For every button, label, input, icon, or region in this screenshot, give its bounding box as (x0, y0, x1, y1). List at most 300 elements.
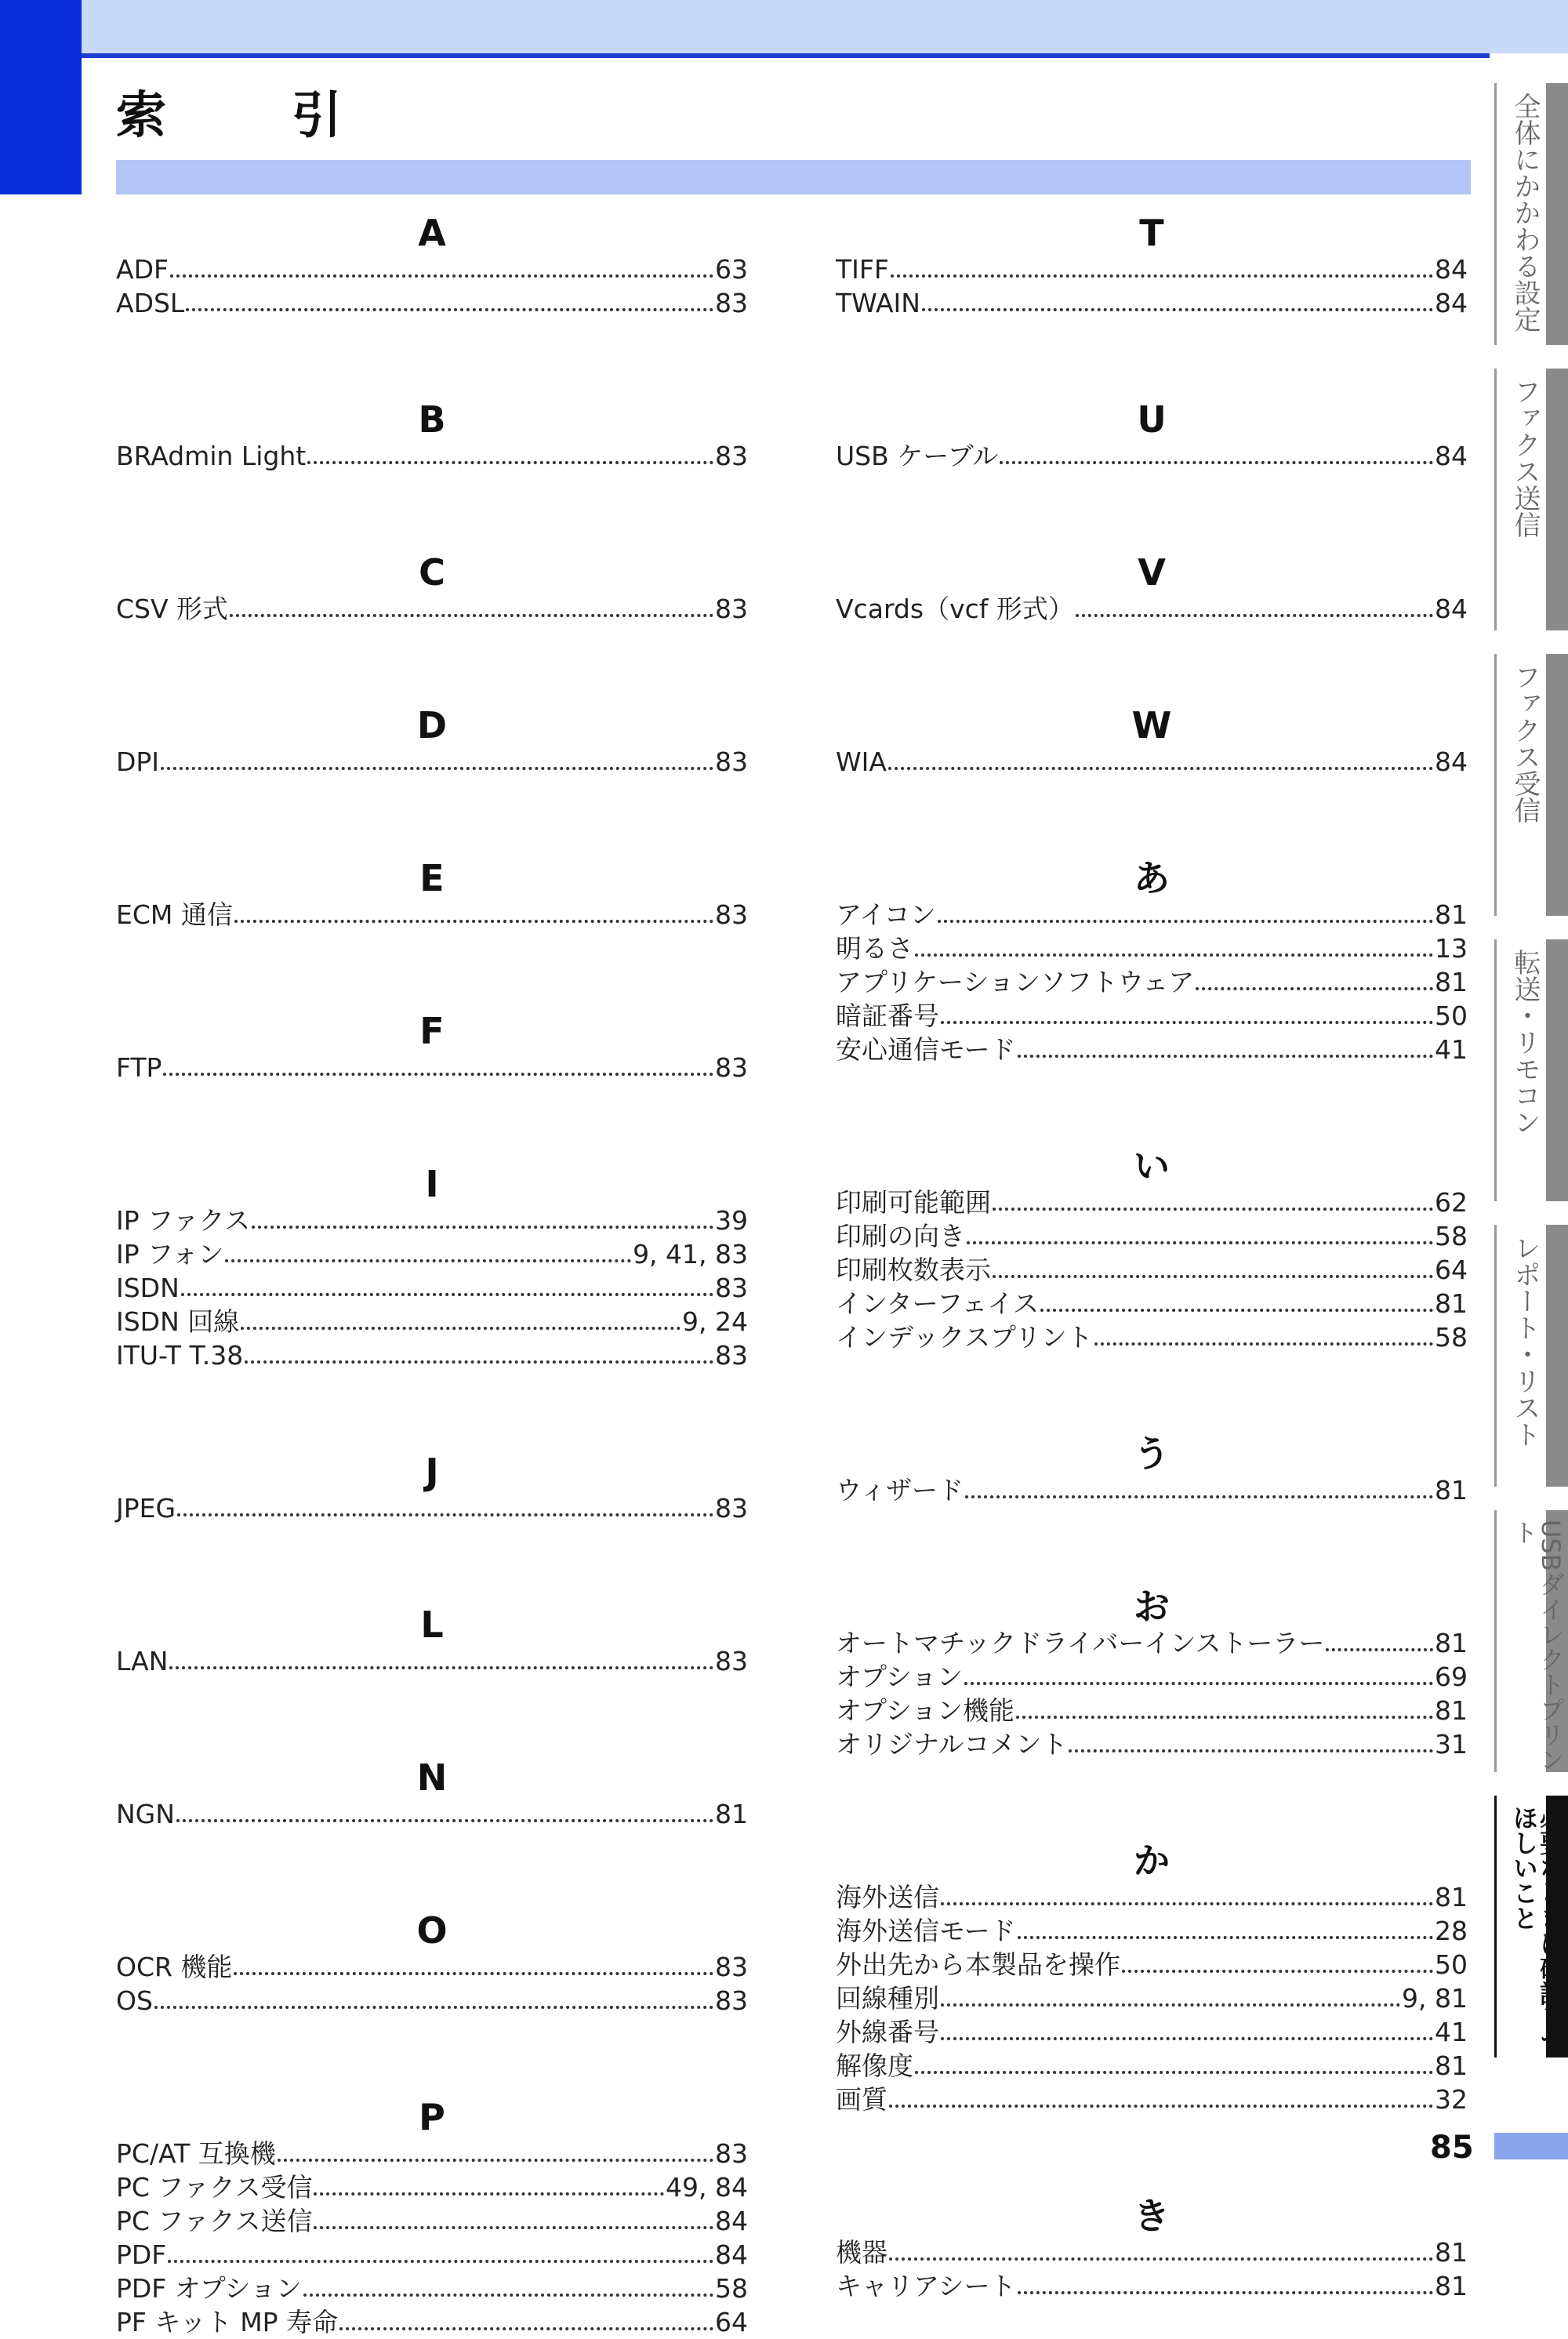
side-tab-4[interactable] (1494, 1225, 1568, 1487)
index-entry[interactable] (116, 1491, 748, 1525)
entry-page-ref: 81 (1435, 967, 1468, 997)
entry-term: Vcards（vcf 形式） (836, 594, 1074, 624)
dot-leader (889, 2257, 1433, 2261)
entry-page-ref: 62 (1435, 1187, 1468, 1218)
entry-page-ref: 83 (715, 288, 748, 318)
index-entry[interactable] (116, 2238, 748, 2272)
entry-page-ref: 83 (715, 1340, 748, 1371)
section-heading: C (419, 551, 445, 594)
index-entry[interactable] (116, 252, 748, 286)
index-entry[interactable] (116, 1305, 748, 1338)
index-section (116, 2080, 748, 2339)
section-gap (116, 320, 748, 383)
side-tab-0[interactable] (1494, 83, 1568, 345)
entry-term: PF キット MP 寿命 (116, 2307, 339, 2337)
dot-leader (1018, 2291, 1433, 2294)
section-gap (116, 1084, 748, 1147)
entry-page-ref: 81 (1435, 1628, 1468, 1658)
section-heading: F (419, 1010, 445, 1052)
dot-leader (1076, 614, 1433, 617)
entry-page-ref: 69 (1435, 1662, 1468, 1692)
section-heading: B (418, 398, 446, 441)
entry-page-ref: 83 (715, 1493, 748, 1524)
entry-term: ADSL (116, 288, 185, 318)
index-entry[interactable] (836, 1626, 1468, 1660)
entry-page-ref: 83 (715, 441, 748, 471)
dot-leader (168, 2260, 713, 2263)
entry-term: 海外送信 (836, 1882, 939, 1912)
section-gap (116, 932, 748, 994)
index-section (116, 1147, 748, 1372)
entry-page-ref: 83 (715, 1985, 748, 2016)
page-number: 85 (1430, 2130, 1474, 2166)
entry-page-ref: 64 (715, 2307, 748, 2337)
entry-page-ref: 83 (715, 2138, 748, 2169)
entry-page-ref: 58 (715, 2273, 748, 2304)
side-tab-bar (1546, 939, 1568, 1201)
index-entry[interactable] (116, 2272, 748, 2305)
entry-page-ref: 63 (715, 254, 748, 285)
dot-leader (307, 461, 713, 464)
index-entry[interactable] (116, 2204, 748, 2238)
index-section (836, 1417, 1468, 1507)
index-section (836, 196, 1468, 320)
entry-term: 明るさ (836, 933, 913, 964)
index-entry[interactable] (836, 745, 1468, 779)
dot-leader (1018, 1936, 1433, 1939)
page-title: 索 引 (116, 87, 379, 145)
index-entry[interactable] (836, 1473, 1468, 1507)
entry-term: 機器 (836, 2237, 887, 2268)
section-gap (116, 473, 748, 536)
index-section (836, 1570, 1468, 1761)
entry-term: NGN (116, 1799, 175, 1829)
index-entry[interactable] (836, 1253, 1468, 1287)
section-gap (116, 1372, 748, 1435)
index-entry[interactable] (836, 1660, 1468, 1694)
entry-term: オートマチックドライバーインストーラー (836, 1628, 1325, 1658)
side-tab-bar (1546, 83, 1568, 345)
entry-term: CSV 形式 (116, 594, 229, 624)
index-section (116, 536, 748, 626)
side-tab-5[interactable] (1494, 1510, 1568, 1772)
index-entry[interactable] (116, 898, 748, 932)
dot-leader (1040, 1309, 1433, 1312)
side-tab-3[interactable] (1494, 939, 1568, 1201)
entry-term: IP フォン (116, 1239, 224, 1269)
section-heading: L (420, 1604, 444, 1646)
section-heading: V (1138, 551, 1166, 594)
entry-page-ref: 84 (1435, 594, 1468, 624)
entry-term: PDF オプション (116, 2273, 302, 2304)
entry-term: オプション (836, 1662, 964, 1692)
entry-page-ref: 81 (1435, 1475, 1468, 1505)
dot-leader (1094, 1342, 1433, 1346)
entry-page-ref: 49, 84 (666, 2172, 748, 2203)
dot-leader (941, 2003, 1400, 2007)
entry-page-ref: 84 (1435, 441, 1468, 471)
entry-page-ref: 84 (1435, 254, 1468, 285)
section-gap (836, 626, 1468, 688)
index-entry[interactable] (836, 1727, 1468, 1761)
dot-leader (186, 308, 713, 311)
index-entry[interactable] (116, 2170, 748, 2204)
dot-leader (941, 1021, 1433, 1024)
entry-page-ref: 81 (1435, 1288, 1468, 1319)
entry-page-ref: 83 (715, 746, 748, 777)
dot-leader (241, 1327, 681, 1330)
entry-page-ref: 83 (715, 899, 748, 930)
entry-term: 印刷枚数表示 (836, 1255, 991, 1285)
section-gap (836, 779, 1468, 841)
section-heading: T (1139, 212, 1164, 254)
side-tab-label: レポート・リスト (1509, 1234, 1541, 1447)
dot-leader (161, 767, 713, 770)
index-entry[interactable] (116, 1237, 748, 1271)
entry-page-ref: 39 (715, 1205, 748, 1236)
dot-leader (234, 1972, 713, 1975)
index-section (116, 1588, 748, 1678)
side-tab-bar (1546, 1225, 1568, 1487)
entry-term: OS (116, 1985, 153, 2016)
entry-page-ref: 84 (1435, 746, 1468, 777)
index-section (116, 196, 748, 320)
dot-leader (278, 2159, 713, 2162)
index-section (116, 1894, 748, 2018)
index-entry[interactable] (116, 1338, 748, 1372)
index-entry[interactable] (836, 439, 1468, 473)
entry-term: IP ファクス (116, 1205, 251, 1236)
entry-term: 外出先から本製品を操作 (836, 1949, 1120, 1980)
section-gap (836, 1354, 1468, 1417)
dot-leader (314, 2192, 664, 2196)
header-rule (78, 53, 1490, 58)
side-tab-bar (1546, 654, 1568, 916)
side-tab-label: 転送・リモコン (1509, 949, 1541, 1135)
section-gap (836, 1066, 1468, 1129)
entry-page-ref: 13 (1435, 933, 1468, 964)
section-gap (836, 1761, 1468, 1824)
entry-term: PDF (116, 2239, 167, 2270)
dot-leader (170, 274, 713, 278)
entry-term: LAN (116, 1646, 169, 1676)
entry-term: 回線種別 (836, 1983, 939, 2014)
entry-page-ref: 9, 41, 83 (633, 1239, 748, 1269)
entry-page-ref: 64 (1435, 1255, 1468, 1285)
entry-term: ADF (116, 254, 169, 285)
entry-page-ref: 81 (1435, 1695, 1468, 1726)
index-section (116, 994, 748, 1084)
entry-term: オプション機能 (836, 1695, 1015, 1726)
section-heading: あ (1134, 857, 1170, 899)
index-entry[interactable] (836, 286, 1468, 320)
entry-term: PC ファクス受信 (116, 2172, 313, 2203)
dot-leader (967, 1241, 1433, 1244)
index-entry[interactable] (116, 1797, 748, 1831)
dot-leader (993, 1208, 1433, 1211)
header-band (0, 0, 1568, 53)
entry-term: PC ファクス送信 (116, 2206, 313, 2236)
index-entry[interactable] (836, 1287, 1468, 1320)
index-entry[interactable] (836, 1981, 1468, 2015)
entry-term: アイコン (836, 899, 936, 930)
index-entry[interactable] (836, 1219, 1468, 1253)
index-section (836, 1824, 1468, 2116)
entry-page-ref: 84 (715, 2206, 748, 2236)
side-tab-label: 必要なときに確認してほしいこと (1509, 1805, 1566, 2056)
entry-term: TWAIN (836, 288, 920, 318)
entry-term: キャリアシート (836, 2271, 1016, 2301)
entry-term: インターフェイス (836, 1288, 1040, 1319)
index-section (116, 1741, 748, 1831)
section-gap (116, 1831, 748, 1894)
entry-page-ref: 81 (715, 1799, 748, 1829)
section-heading: I (425, 1163, 439, 1205)
entry-page-ref: 31 (1435, 1729, 1468, 1760)
entry-term: DPI (116, 746, 160, 777)
dot-leader (941, 1902, 1433, 1905)
dot-leader (303, 2294, 713, 2297)
dot-leader (169, 1666, 713, 1669)
index-entry[interactable] (836, 592, 1468, 626)
entry-term: オリジナルコメント (836, 1729, 1068, 1760)
entry-page-ref: 58 (1435, 1322, 1468, 1353)
index-section (836, 2179, 1468, 2303)
entry-term: FTP (116, 1052, 162, 1083)
dot-leader (176, 1819, 713, 1822)
entry-term: ISDN (116, 1273, 180, 1303)
index-entry[interactable] (116, 286, 748, 320)
entry-term: インデックスプリント (836, 1322, 1093, 1353)
entry-term: PC/AT 互換機 (116, 2138, 276, 2169)
index-section (116, 1435, 748, 1525)
index-column-left (116, 196, 748, 2339)
index-entry[interactable] (116, 1644, 748, 1678)
entry-term: 印刷の向き (836, 1221, 965, 1251)
side-tab-1[interactable] (1494, 369, 1568, 630)
index-section (116, 383, 748, 473)
dot-leader (941, 2037, 1433, 2040)
dot-leader (1196, 987, 1433, 990)
dot-leader (964, 1682, 1433, 1685)
entry-page-ref: 83 (715, 594, 748, 624)
section-heading: D (416, 704, 448, 746)
index-entry[interactable] (116, 1204, 748, 1237)
section-heading: い (1134, 1145, 1170, 1187)
index-entry[interactable] (836, 1694, 1468, 1727)
entry-term: 印刷可能範囲 (836, 1187, 991, 1218)
index-entry[interactable] (836, 2269, 1468, 2303)
entry-page-ref: 83 (715, 1952, 748, 1982)
entry-page-ref: 84 (1435, 288, 1468, 318)
index-entry[interactable] (836, 252, 1468, 286)
entry-term: アプリケーションソフトウェア (836, 967, 1195, 997)
dot-leader (1016, 1716, 1433, 1719)
index-entry[interactable] (116, 1950, 748, 1984)
entry-page-ref: 50 (1435, 1001, 1468, 1031)
entry-term: 外線番号 (836, 2017, 939, 2047)
entry-term: ECM 通信 (116, 899, 233, 930)
dot-leader (230, 614, 713, 617)
index-entry[interactable] (836, 965, 1468, 999)
dot-leader (915, 2071, 1433, 2074)
dot-leader (915, 953, 1433, 957)
section-gap (836, 1507, 1468, 1570)
side-tab-label: USBダイレクトプリント (1509, 1520, 1566, 1772)
index-entry[interactable] (836, 1948, 1468, 1981)
entry-page-ref: 9, 81 (1402, 1983, 1468, 2014)
entry-page-ref: 83 (715, 1646, 748, 1676)
index-entry[interactable] (836, 1186, 1468, 1219)
entry-term: 暗証番号 (836, 1001, 939, 1031)
dot-leader (1000, 461, 1433, 464)
index-entry[interactable] (116, 2137, 748, 2170)
dot-leader (154, 2006, 713, 2009)
index-section (116, 841, 748, 932)
section-gap (116, 2018, 748, 2080)
entry-page-ref: 81 (1435, 1882, 1468, 1912)
entry-term: TIFF (836, 254, 889, 285)
dot-leader (965, 1495, 1433, 1498)
section-heading: W (1131, 704, 1172, 746)
dot-leader (922, 308, 1433, 311)
page-number-bar (1494, 2133, 1568, 2159)
dot-leader (1326, 1648, 1433, 1651)
entry-term: OCR 機能 (116, 1952, 233, 1982)
section-heading: A (418, 212, 446, 254)
entry-term: USB ケーブル (836, 441, 999, 471)
section-gap (116, 779, 748, 841)
index-entry[interactable] (116, 1051, 748, 1084)
entry-term: 解像度 (836, 2050, 913, 2081)
index-entry[interactable] (836, 1320, 1468, 1354)
index-entry[interactable] (116, 439, 748, 473)
entry-page-ref: 81 (1435, 2237, 1468, 2268)
section-heading: N (416, 1756, 448, 1799)
dot-leader (938, 920, 1433, 923)
section-gap (836, 473, 1468, 536)
index-section (836, 383, 1468, 473)
entry-term: WIA (836, 746, 887, 777)
chapter-corner-marker (0, 0, 82, 194)
entry-page-ref: 83 (715, 1273, 748, 1303)
side-tab-6[interactable] (1494, 1796, 1568, 2058)
entry-term: JPEG (116, 1493, 176, 1524)
dot-leader (225, 1259, 631, 1262)
entry-term: 安心通信モード (836, 1034, 1016, 1065)
entry-term: BRAdmin Light (116, 441, 307, 471)
dot-leader (177, 1513, 713, 1516)
dot-leader (181, 1293, 713, 1296)
index-entry[interactable] (836, 1880, 1468, 1914)
dot-leader (888, 767, 1433, 770)
title-underline-bar (116, 160, 1471, 194)
section-heading: O (416, 1909, 448, 1952)
index-entry[interactable] (116, 745, 748, 779)
entry-page-ref: 83 (715, 1052, 748, 1083)
entry-page-ref: 32 (1435, 2084, 1468, 2115)
entry-term: ウィザード (836, 1475, 964, 1505)
side-tab-label: ファクス送信 (1509, 378, 1541, 538)
index-section (836, 1129, 1468, 1354)
dot-leader (314, 2226, 713, 2229)
entry-term: 画質 (836, 2084, 887, 2115)
section-heading: お (1134, 1585, 1170, 1628)
section-heading: U (1137, 398, 1167, 441)
dot-leader (891, 274, 1433, 278)
entry-term: ITU-T T.38 (116, 1340, 244, 1371)
index-entry[interactable] (836, 2015, 1468, 2049)
section-heading: か (1134, 1840, 1170, 1882)
dot-leader (163, 1073, 713, 1076)
index-entry[interactable] (836, 999, 1468, 1033)
section-heading: う (1134, 1433, 1170, 1475)
entry-page-ref: 58 (1435, 1221, 1468, 1251)
entry-page-ref: 41 (1435, 2017, 1468, 2047)
section-heading: き (1134, 2195, 1170, 2237)
index-section (836, 688, 1468, 779)
dot-leader (245, 1360, 713, 1364)
dot-leader (252, 1226, 713, 1229)
entry-term: 海外送信モード (836, 1916, 1016, 1946)
entry-page-ref: 84 (715, 2239, 748, 2270)
index-section (836, 841, 1468, 1066)
dot-leader (234, 920, 713, 923)
index-entry[interactable] (836, 2049, 1468, 2083)
index-entry[interactable] (836, 932, 1468, 965)
index-entry[interactable] (116, 1984, 748, 2018)
side-tab-label: ファクス受信 (1509, 663, 1541, 823)
section-gap (836, 2116, 1468, 2179)
entry-page-ref: 41 (1435, 1034, 1468, 1065)
entry-page-ref: 9, 24 (682, 1306, 748, 1337)
index-section (836, 536, 1468, 626)
section-gap (116, 1525, 748, 1588)
dot-leader (1069, 1749, 1433, 1752)
index-entry[interactable] (836, 898, 1468, 932)
index-entry[interactable] (116, 1271, 748, 1305)
section-heading: E (419, 857, 445, 899)
entry-page-ref: 28 (1435, 1916, 1468, 1946)
dot-leader (1018, 1055, 1433, 1058)
entry-term: ISDN 回線 (116, 1306, 240, 1337)
index-entry[interactable] (116, 592, 748, 626)
dot-leader (1122, 1970, 1433, 1973)
section-heading: P (419, 2096, 445, 2138)
section-gap (116, 1678, 748, 1741)
index-entry[interactable] (836, 1914, 1468, 1948)
dot-leader (339, 2327, 713, 2330)
index-entry[interactable] (116, 2305, 748, 2339)
side-tab-2[interactable] (1494, 654, 1568, 916)
index-entry[interactable] (836, 1033, 1468, 1066)
dot-leader (993, 1275, 1433, 1278)
entry-page-ref: 81 (1435, 2050, 1468, 2081)
entry-page-ref: 81 (1435, 2271, 1468, 2301)
entry-page-ref: 50 (1435, 1949, 1468, 1980)
entry-page-ref: 81 (1435, 899, 1468, 930)
section-gap (116, 626, 748, 688)
index-section (116, 688, 748, 779)
index-column-right (836, 196, 1468, 2303)
side-tab-bar (1546, 369, 1568, 630)
section-gap (836, 320, 1468, 383)
section-heading: J (425, 1451, 439, 1493)
index-entry[interactable] (836, 2083, 1468, 2116)
index-entry[interactable] (836, 2235, 1468, 2269)
dot-leader (889, 2105, 1433, 2108)
side-tab-label: 全体にかかわる設定 (1509, 93, 1541, 332)
